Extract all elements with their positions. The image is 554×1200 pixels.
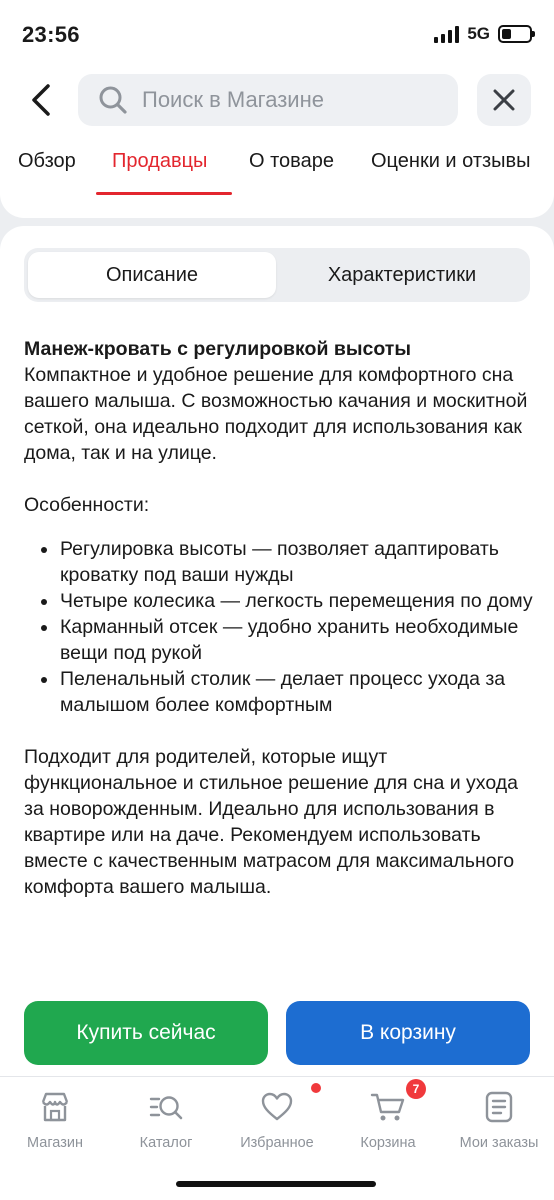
heart-icon bbox=[257, 1089, 297, 1125]
nav-item-catalog[interactable] bbox=[111, 1089, 221, 1151]
battery-icon bbox=[498, 25, 532, 43]
nav-label: Мои заказы bbox=[459, 1135, 539, 1151]
nav-item-favorites[interactable] bbox=[222, 1089, 332, 1151]
cart-count-badge: 7 bbox=[406, 1079, 426, 1099]
segment-specifications[interactable]: Характеристики bbox=[327, 263, 477, 286]
buy-now-button[interactable]: Купить сейчас bbox=[24, 1001, 268, 1065]
active-tab-indicator bbox=[96, 192, 232, 195]
nav-label: Избранное bbox=[240, 1135, 314, 1151]
nav-label: Корзина bbox=[360, 1135, 416, 1151]
close-icon bbox=[491, 87, 517, 113]
tab-sellers[interactable]: Продавцы bbox=[112, 150, 208, 172]
description-closing: Подходит для родителей, которые ищут функциональное и стильное решение для сна и ухода за новорожденным. Идеально для использования в квартире или на даче. Рекомендуем использовать вместе с качественным матрасом для максимального комфорта вашего малыша. bbox=[24, 746, 518, 898]
notification-dot bbox=[311, 1083, 321, 1093]
search-bar[interactable] bbox=[78, 74, 458, 126]
product-description bbox=[24, 336, 534, 900]
nav-label: Каталог bbox=[139, 1135, 193, 1151]
status-indicators bbox=[434, 24, 532, 44]
tab-about-product[interactable]: О товаре bbox=[249, 150, 334, 172]
add-to-cart-button[interactable]: В корзину bbox=[286, 1001, 530, 1065]
back-button[interactable] bbox=[26, 80, 58, 120]
features-list bbox=[24, 536, 534, 718]
nav-item-orders[interactable] bbox=[444, 1089, 554, 1151]
close-button[interactable] bbox=[477, 74, 531, 126]
description-title: Манеж-кровать с регулировкой высоты bbox=[24, 338, 411, 360]
search-input[interactable] bbox=[142, 87, 432, 113]
list-item: Четыре колесика — легкость перемещения по дому bbox=[24, 588, 534, 614]
nav-item-cart[interactable] bbox=[333, 1082, 443, 1151]
network-type: 5G bbox=[467, 24, 490, 43]
status-time: 23:56 bbox=[22, 22, 80, 47]
list-item: Регулировка высоты — позволяет адаптировать кроватку под ваши нужды bbox=[24, 536, 534, 588]
cart-icon bbox=[368, 1082, 420, 1125]
header bbox=[0, 0, 554, 218]
nav-label: Магазин bbox=[27, 1135, 83, 1151]
list-item: Пеленальный столик — делает процесс ухода за малышом более комфортным bbox=[24, 666, 534, 718]
home-indicator bbox=[176, 1181, 376, 1187]
features-heading: Особенности: bbox=[24, 494, 150, 516]
tab-overview[interactable]: Обзор bbox=[18, 150, 76, 172]
store-icon bbox=[35, 1089, 75, 1125]
chevron-left-icon bbox=[26, 80, 58, 120]
description-intro: Компактное и удобное решение для комфортного сна вашего малыша. С возможностью качания и москитной сеткой, она идеально подходит для использования как дома, так и на улице. bbox=[24, 364, 528, 464]
orders-icon bbox=[479, 1089, 519, 1125]
nav-item-store[interactable] bbox=[0, 1089, 110, 1151]
product-tabs bbox=[0, 150, 554, 200]
list-item: Карманный отсек — удобно хранить необходимые вещи под рукой bbox=[24, 614, 534, 666]
signal-icon bbox=[434, 25, 459, 43]
tab-reviews[interactable]: Оценки и отзывы bbox=[371, 150, 531, 172]
segmented-control bbox=[24, 248, 530, 302]
segment-description[interactable]: Описание bbox=[28, 252, 276, 298]
search-icon bbox=[98, 85, 128, 115]
action-bar bbox=[0, 990, 554, 1080]
catalog-search-icon bbox=[146, 1089, 186, 1125]
